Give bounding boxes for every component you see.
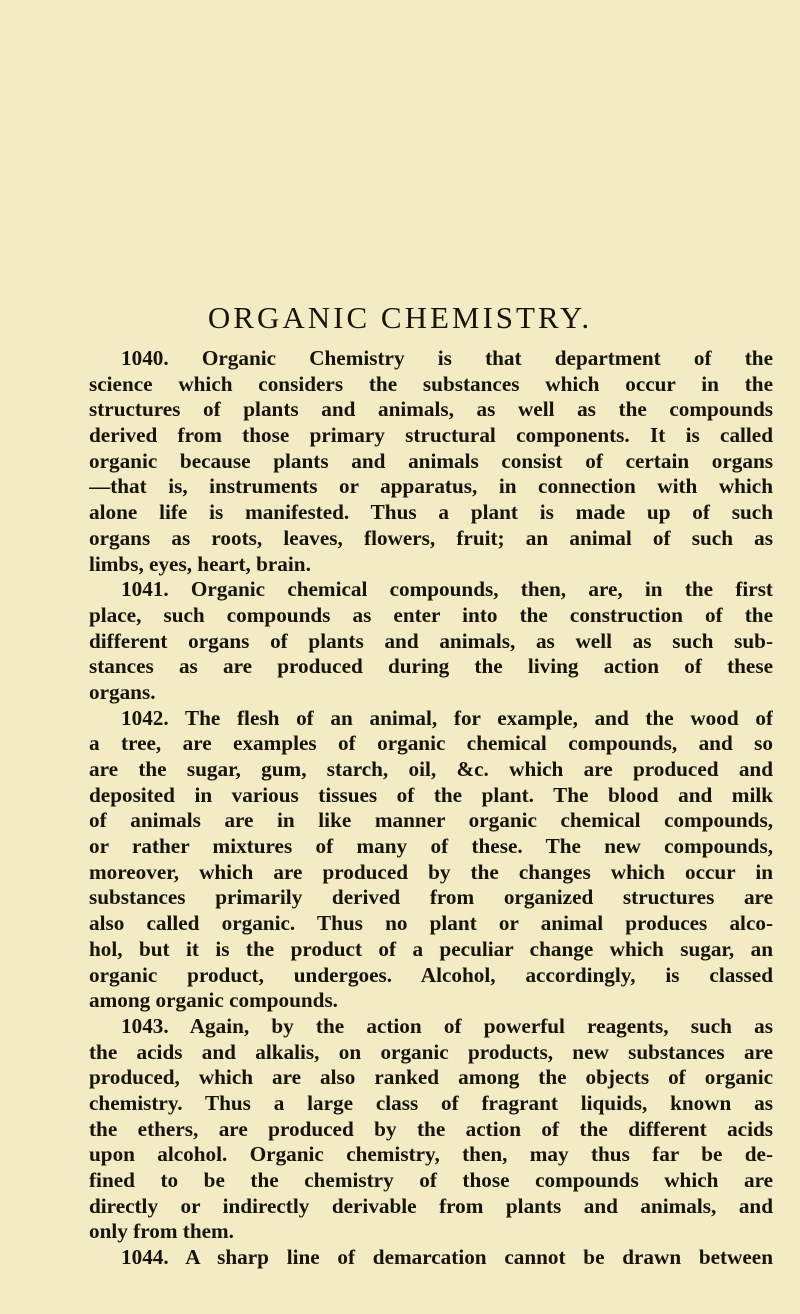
text-line: 1042. The flesh of an animal, for example, and the wood of [121,705,773,730]
text-line: directly or indirectly derivable from plants and animals, and [89,1193,773,1218]
text-line: fined to be the chemistry of those compounds which are [89,1168,773,1192]
text-line: also called organic. Thus no plant or animal produces alco- [89,911,773,936]
text-line: —that is, instruments or apparatus, in connection with which [89,474,773,499]
chapter-heading: ORGANIC CHEMISTRY. [207,300,593,335]
text-line: the ethers, are produced by the action of the different acids [89,1116,773,1141]
text-line: among organic compounds. [89,988,338,1013]
text-line: alone life is manifested. Thus a plant is made up of such [89,500,773,525]
text-line: organs as roots, leaves, flowers, fruit; an animal of such as [89,525,773,550]
text-line: 1044. A sharp line of demarcation cannot be drawn between [121,1245,773,1270]
text-line: are the sugar, gum, starch, oil, &c. which are produced and [89,757,773,781]
text-line: stances as are produced during the living action of these [89,654,773,679]
text-line: 1043. Again, by the action of powerful reagents, such as [121,1013,773,1038]
text-line: structures of plants and animals, as well as the compounds [89,397,773,422]
text-line: hol, but it is the product of a peculiar change which sugar, an [89,936,773,961]
text-line: upon alcohol. Organic chemistry, then, may thus far be de- [89,1142,773,1167]
text-line: derived from those primary structural components. It is called [89,423,773,448]
text-line: 1040. Organic Chemistry is that department of the [121,346,773,370]
text-line: organs. [89,679,156,704]
text-line: deposited in various tissues of the plant. The blood and milk [89,782,773,807]
text-line: science which considers the substances which occur in the [89,371,773,396]
text-line: limbs, eyes, heart, brain. [89,551,311,576]
text-line: different organs of plants and animals, as well as such sub- [89,628,773,653]
text-line: of animals are in like manner organic chemical compounds, [89,808,773,833]
text-line: substances primarily derived from organized structures are [89,885,773,910]
body-text [89,346,773,1271]
text-line: produced, which are also ranked among the objects of organic [89,1065,773,1090]
text-line: organic because plants and animals consist of certain organs [89,448,773,473]
text-line: 1041. Organic chemical compounds, then, are, in the first [121,577,773,602]
text-line: moreover, which are produced by the changes which occur in [89,859,773,884]
text-line: chemistry. Thus a large class of fragrant liquids, known as [89,1090,773,1115]
text-line: the acids and alkalis, on organic products, new substances are [89,1039,773,1064]
text-line: place, such compounds as enter into the construction of the [89,602,773,627]
text-line: organic product, undergoes. Alcohol, accordingly, is classed [89,962,773,987]
text-line: only from them. [89,1219,234,1244]
text-line: or rather mixtures of many of these. The new compounds, [89,834,773,859]
text-line: a tree, are examples of organic chemical compounds, and so [89,731,773,756]
